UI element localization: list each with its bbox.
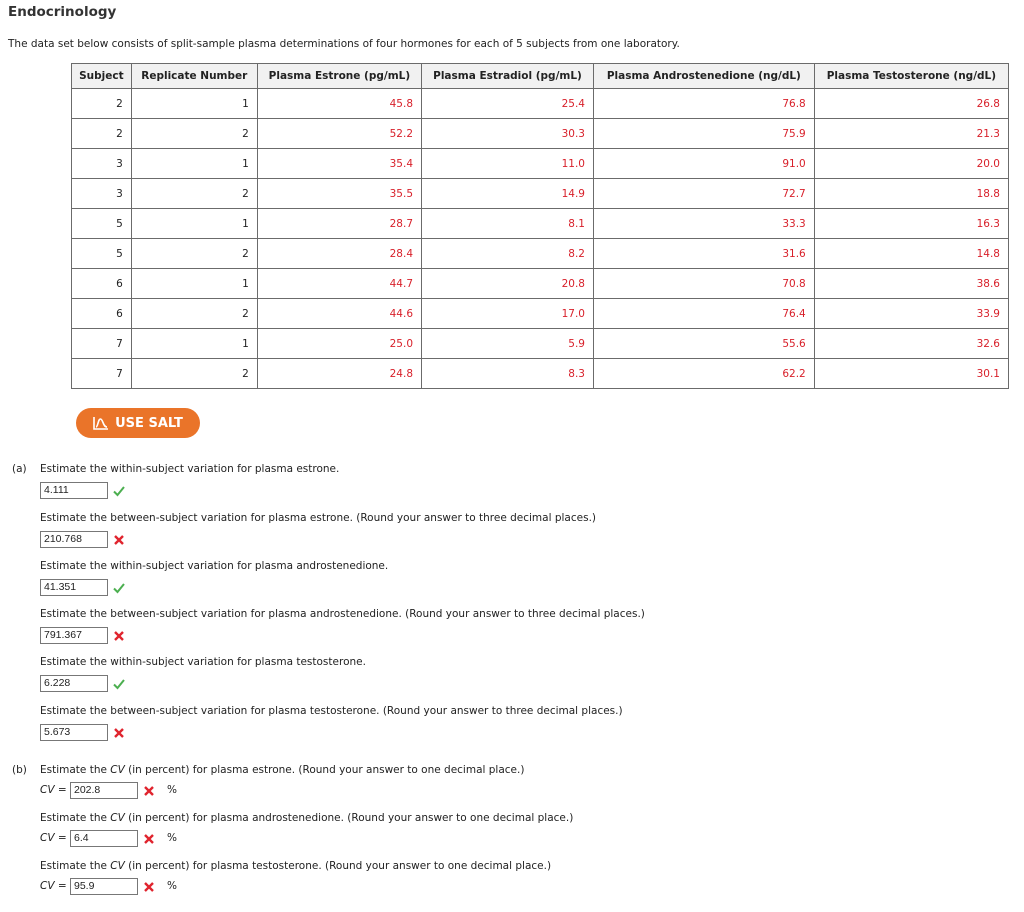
table-cell: 35.4 [257,149,421,179]
answer-a3-input[interactable]: 41.351 [40,579,108,596]
question-b1 [40,764,524,776]
salt-chart-icon [93,416,109,430]
question-b3-pre: Estimate the [40,860,111,872]
table-cell: 1 [131,209,257,239]
table-cell: 1 [131,149,257,179]
table-cell: 3 [72,149,132,179]
table-row [72,299,1009,329]
table-row [72,119,1009,149]
table-cell: 38.6 [814,269,1008,299]
table-cell: 17.0 [422,299,594,329]
column-header: Replicate Number [131,64,257,89]
table-cell: 2 [72,89,132,119]
table-cell: 28.7 [257,209,421,239]
column-header: Plasma Estrone (pg/mL) [257,64,421,89]
question-a1: Estimate the within-subject variation for plasma estrone. [40,463,340,475]
question-a3: Estimate the within-subject variation for plasma androstenedione. [40,560,389,572]
question-b2-post: (in percent) for plasma androstenedione. (Round your answer to one decimal place.) [124,812,574,824]
table-cell: 1 [131,269,257,299]
answer-a4-input[interactable]: 791.367 [40,627,108,644]
table-cell: 5 [72,209,132,239]
check-icon [112,677,126,691]
question-a2: Estimate the between-subject variation for plasma estrone. (Round your answer to three decimal places.) [40,512,596,524]
answer-b1-input[interactable]: 202.8 [70,782,138,799]
table-cell: 35.5 [257,179,421,209]
table-cell: 7 [72,359,132,389]
answer-a5-input[interactable]: 6.228 [40,675,108,692]
question-b2-cv: CV [110,812,125,824]
question-a6: Estimate the between-subject variation for plasma testosterone. (Round your answer to three decimal places.) [40,705,623,717]
column-header: Subject [72,64,132,89]
table-cell: 1 [131,89,257,119]
table-cell: 5.9 [422,329,594,359]
question-a5: Estimate the within-subject variation for plasma testosterone. [40,656,366,668]
column-header: Plasma Testosterone (ng/dL) [814,64,1008,89]
table-cell: 55.6 [593,329,814,359]
x-icon [142,880,156,894]
table-row [72,239,1009,269]
table-cell: 16.3 [814,209,1008,239]
x-icon [142,832,156,846]
column-header: Plasma Estradiol (pg/mL) [422,64,594,89]
use-salt-button[interactable] [76,408,200,438]
question-b3-cv: CV [110,860,125,872]
cv-equals: = [54,784,67,796]
cv-label [40,784,67,796]
table-cell: 44.7 [257,269,421,299]
table-cell: 44.6 [257,299,421,329]
cv-text: CV [40,832,55,844]
table-row [72,179,1009,209]
cv-text: CV [40,880,55,892]
table-cell: 14.8 [814,239,1008,269]
x-icon [112,629,126,643]
table-cell: 18.8 [814,179,1008,209]
question-b1-post: (in percent) for plasma estrone. (Round your answer to one decimal place.) [124,764,525,776]
question-b3 [40,860,551,872]
table-row [72,359,1009,389]
table-cell: 8.2 [422,239,594,269]
table-cell: 5 [72,239,132,269]
intro-text: The data set below consists of split-sample plasma determinations of four hormones for each of 5 subjects from one laboratory. [8,38,680,50]
question-b2 [40,812,573,824]
table-cell: 20.8 [422,269,594,299]
table-cell: 11.0 [422,149,594,179]
table-cell: 45.8 [257,89,421,119]
table-cell: 30.1 [814,359,1008,389]
table-cell: 14.9 [422,179,594,209]
question-b2-pre: Estimate the [40,812,111,824]
question-a4: Estimate the between-subject variation for plasma androstenedione. (Round your answer to three decimal places.) [40,608,645,620]
table-row [72,89,1009,119]
page-title: Endocrinology [8,4,117,20]
table-cell: 3 [72,179,132,209]
table-cell: 28.4 [257,239,421,269]
table-cell: 2 [131,119,257,149]
table-cell: 33.3 [593,209,814,239]
question-b1-cv: CV [110,764,125,776]
table-cell: 8.1 [422,209,594,239]
table-cell: 62.2 [593,359,814,389]
x-icon [142,784,156,798]
table-cell: 91.0 [593,149,814,179]
x-icon [112,533,126,547]
question-b1-pre: Estimate the [40,764,111,776]
check-icon [112,581,126,595]
question-b3-post: (in percent) for plasma testosterone. (Round your answer to one decimal place.) [124,860,552,872]
table-cell: 76.4 [593,299,814,329]
table-cell: 1 [131,329,257,359]
table-row [72,149,1009,179]
table-cell: 72.7 [593,179,814,209]
answer-a6-input[interactable]: 5.673 [40,724,108,741]
part-a-tag: (a) [12,463,27,475]
table-cell: 25.0 [257,329,421,359]
cv-text: CV [40,784,55,796]
table-cell: 31.6 [593,239,814,269]
cv-equals: = [54,880,67,892]
table-cell: 24.8 [257,359,421,389]
table-cell: 32.6 [814,329,1008,359]
check-icon [112,484,126,498]
use-salt-label: USE SALT [115,415,183,431]
percent-label: % [167,880,177,892]
table-row [72,329,1009,359]
percent-label: % [167,784,177,796]
answer-a2-input[interactable]: 210.768 [40,531,108,548]
table-cell: 75.9 [593,119,814,149]
answer-b2-input[interactable]: 6.4 [70,830,138,847]
table-cell: 21.3 [814,119,1008,149]
table-cell: 6 [72,269,132,299]
table-cell: 70.8 [593,269,814,299]
table-header-row [72,64,1009,89]
x-icon [112,726,126,740]
table-cell: 2 [131,359,257,389]
data-table [71,63,1009,389]
table-cell: 20.0 [814,149,1008,179]
cv-label [40,880,67,892]
table-cell: 33.9 [814,299,1008,329]
table-cell: 30.3 [422,119,594,149]
table-row [72,269,1009,299]
table-cell: 8.3 [422,359,594,389]
table-cell: 2 [131,299,257,329]
cv-equals: = [54,832,67,844]
answer-a1-input[interactable]: 4.111 [40,482,108,499]
table-cell: 6 [72,299,132,329]
table-cell: 26.8 [814,89,1008,119]
cv-label [40,832,67,844]
table-cell: 7 [72,329,132,359]
table-row [72,209,1009,239]
table-cell: 76.8 [593,89,814,119]
table-cell: 52.2 [257,119,421,149]
part-b-tag: (b) [12,764,27,776]
table-cell: 2 [72,119,132,149]
table-cell: 2 [131,179,257,209]
column-header: Plasma Androstenedione (ng/dL) [593,64,814,89]
percent-label: % [167,832,177,844]
table-cell: 2 [131,239,257,269]
table-cell: 25.4 [422,89,594,119]
answer-b3-input[interactable]: 95.9 [70,878,138,895]
